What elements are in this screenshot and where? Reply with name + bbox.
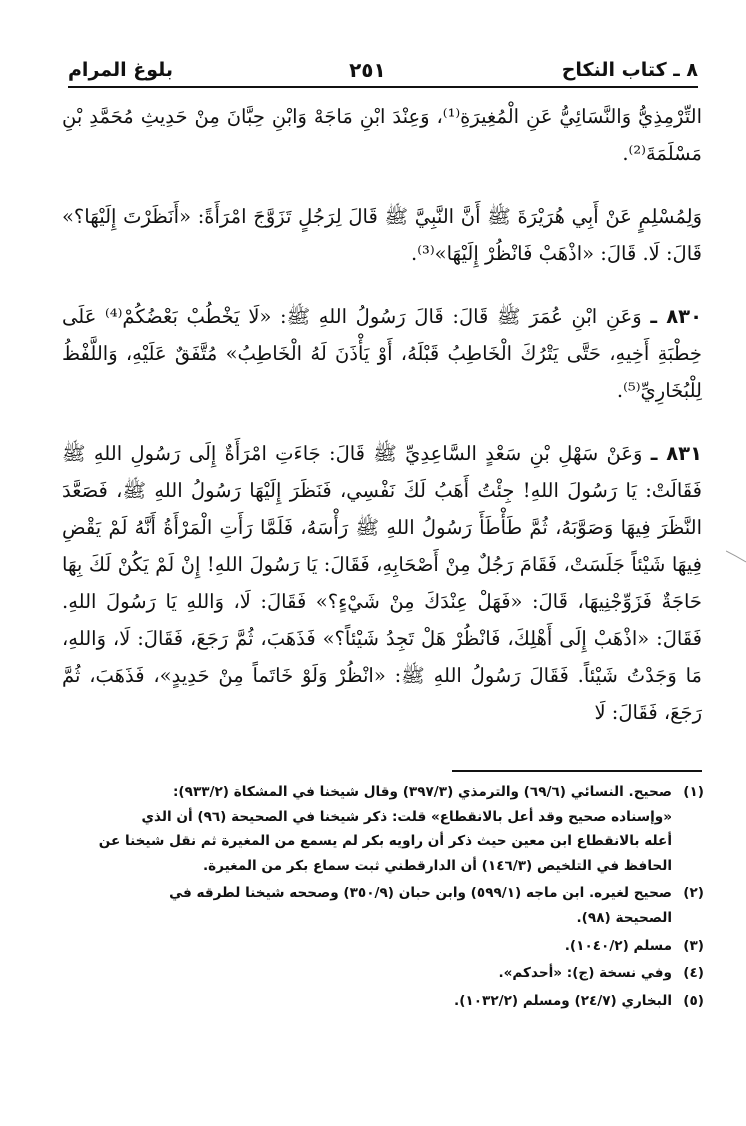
paragraph-text: التِّرْمِذِيُّ وَالنَّسَائِيُّ عَنِ الْمُغِيرَةِ⁽¹⁾، وَعِنْدَ ابْنِ مَاجَهْ وَابْنِ حِبَّانَ مِنْ حَدِيثِ مُحَمَّدِ بْنِ مَسْلَمَةَ⁽²⁾. — [62, 105, 702, 165]
book-title: بلوغ المرام — [68, 59, 174, 81]
footnote-line: صحيح. النسائي (٦٩/٦) والترمذي (٣٩٧/٣) وقال شيخنا في المشكاة (٩٣٣/٢): — [172, 784, 672, 800]
header-rule — [68, 86, 698, 88]
paragraph-text: وَلِمُسْلِمٍ عَنْ أَبِي هُرَيْرَةَ ﷺ أَنَّ النَّبِيَّ ﷺ قَالَ لِرَجُلٍ تَزَوَّجَ امْرَأَةً: «أَنَظَرْتَ إِلَيْهَا؟» قَالَ: لَا. قَالَ: «اذْهَبْ فَانْظُرْ إِلَيْهَا»⁽³⁾. — [62, 205, 702, 265]
footnote-text — [70, 881, 672, 930]
footnote-3 — [70, 934, 704, 959]
paragraph-continuation — [62, 98, 702, 172]
footnote-label: (٤) — [683, 965, 704, 982]
footnote-2 — [70, 881, 704, 930]
hadith-831 — [62, 435, 702, 731]
running-header — [68, 52, 698, 88]
footnote-line: صحيح لغيره. ابن ماجه (٥٩٩/١) وابن حبان (٣٥٠/٩) وصححه شيخنا لطرقه في — [169, 885, 672, 902]
footnote-line: مسلم (١٠٤٠/٢). — [564, 937, 672, 954]
footnote-1 — [70, 780, 704, 878]
footnote-line: الصحيحة (٩٨). — [576, 909, 672, 926]
footnotes — [70, 780, 704, 1016]
footnote-label: (٣) — [683, 937, 704, 954]
footnote-text — [70, 961, 672, 986]
footnote-5 — [70, 989, 704, 1014]
footnote-line: «وإسناده صحيح وقد أعل بالانقطاع» قلت: ذكر شيخنا في الصحيحة (٩٦) أن الذي — [141, 808, 672, 825]
footnote-label: (١) — [683, 784, 704, 800]
footnote-line: أعله بالانقطاع ابن معين حيث ذكر أن راويه بكر لم يسمع من المغيرة ثم نقل شيخنا عن — [98, 833, 672, 850]
footnote-label: (٥) — [683, 992, 704, 1009]
footnote-text — [70, 780, 672, 878]
footnote-line: البخاري (٢٤/٧) ومسلم (١٠٣٢/٢). — [454, 992, 672, 1009]
hadith-number: ٨٣٠ ـ — [650, 305, 702, 328]
hadith-text: وَعَنْ سَهْلِ بْنِ سَعْدٍ السَّاعِدِيِّ ﷺ قَالَ: جَاءَتِ امْرَأَةٌ إِلَى رَسُولِ اللهِ ﷺ فَقَالَتْ: يَا رَسُولَ اللهِ! جِئْتُ أَهَبُ لَكَ نَفْسِي، فَنَظَرَ إِلَيْهَا رَسُولُ اللهِ ﷺ، فَصَعَّدَ النَّظَرَ فِيهَا وَصَوَّبَهُ، ثُمَّ طَأْطَأَ رَسُولُ اللهِ ﷺ رَأْسَهُ، فَلَمَّا رَأَتِ الْمَرْأَةُ أَنَّهُ لَمْ يَقْضِ فِيهَا شَيْئاً جَلَسَتْ، فَقَامَ رَجُلٌ مِنْ أَصْحَابِهِ، فَقَالَ: يَا رَسُولَ اللهِ! إِنْ لَمْ يَكُنْ لَكَ بِهَا حَاجَةٌ فَزَوِّجْنِيهَا، قَالَ: «فَهَلْ عِنْدَكَ مِنْ شَيْءٍ؟» فَقَالَ: لَا، وَاللهِ يَا رَسُولَ اللهِ. فَقَالَ: «اذْهَبْ إِلَى أَهْلِكَ، فَانْظُرْ هَلْ تَجِدُ شَيْئاً؟» فَذَهَبَ، ثُمَّ رَجَعَ، فَقَالَ: لَا، وَاللهِ، مَا وَجَدْتُ شَيْئاً. فَقَالَ رَسُولُ اللهِ ﷺ: «انْظُرْ وَلَوْ خَاتَماً مِنْ حَدِيدٍ»، فَذَهَبَ، ثُمَّ رَجَعَ، فَقَالَ: لَا — [62, 442, 703, 724]
hadith-text: وَعَنِ ابْنِ عُمَرَ ﷺ قَالَ: قَالَ رَسُولُ اللهِ ﷺ: «لَا يَخْطُبْ بَعْضُكُمْ⁽⁴⁾ عَلَى خِطْبَةِ أَخِيهِ، حَتَّى يَتْرُكَ الْخَاطِبُ قَبْلَهُ، أَوْ يَأْذَنَ لَهُ الْخَاطِبُ» مُتَّفَقٌ عَلَيْهِ، وَاللَّفْظُ لِلْبُخَارِيِّ⁽⁵⁾. — [62, 305, 702, 402]
footnote-line: وفي نسخة (ج): «أحدكم». — [498, 965, 672, 982]
hadith-830 — [62, 298, 702, 409]
main-text — [62, 98, 702, 731]
hadith-number: ٨٣١ ـ — [650, 442, 702, 465]
footnote-line: الحافظ في التلخيص (١٤٦/٣) أن الدارقطني ثبت سماع بكر من المغيرة. — [202, 857, 672, 874]
chapter-title: ٨ ـ كتاب النكاح — [561, 59, 698, 81]
footnote-separator — [452, 770, 702, 772]
paragraph-muslim-narration — [62, 198, 702, 272]
footnote-text — [70, 989, 672, 1014]
footnote-text — [70, 934, 672, 959]
footnote-label: (٢) — [683, 885, 704, 902]
scan-margin-mark — [726, 548, 746, 564]
footnote-4 — [70, 961, 704, 986]
page-number: ٢٥١ — [349, 58, 386, 82]
